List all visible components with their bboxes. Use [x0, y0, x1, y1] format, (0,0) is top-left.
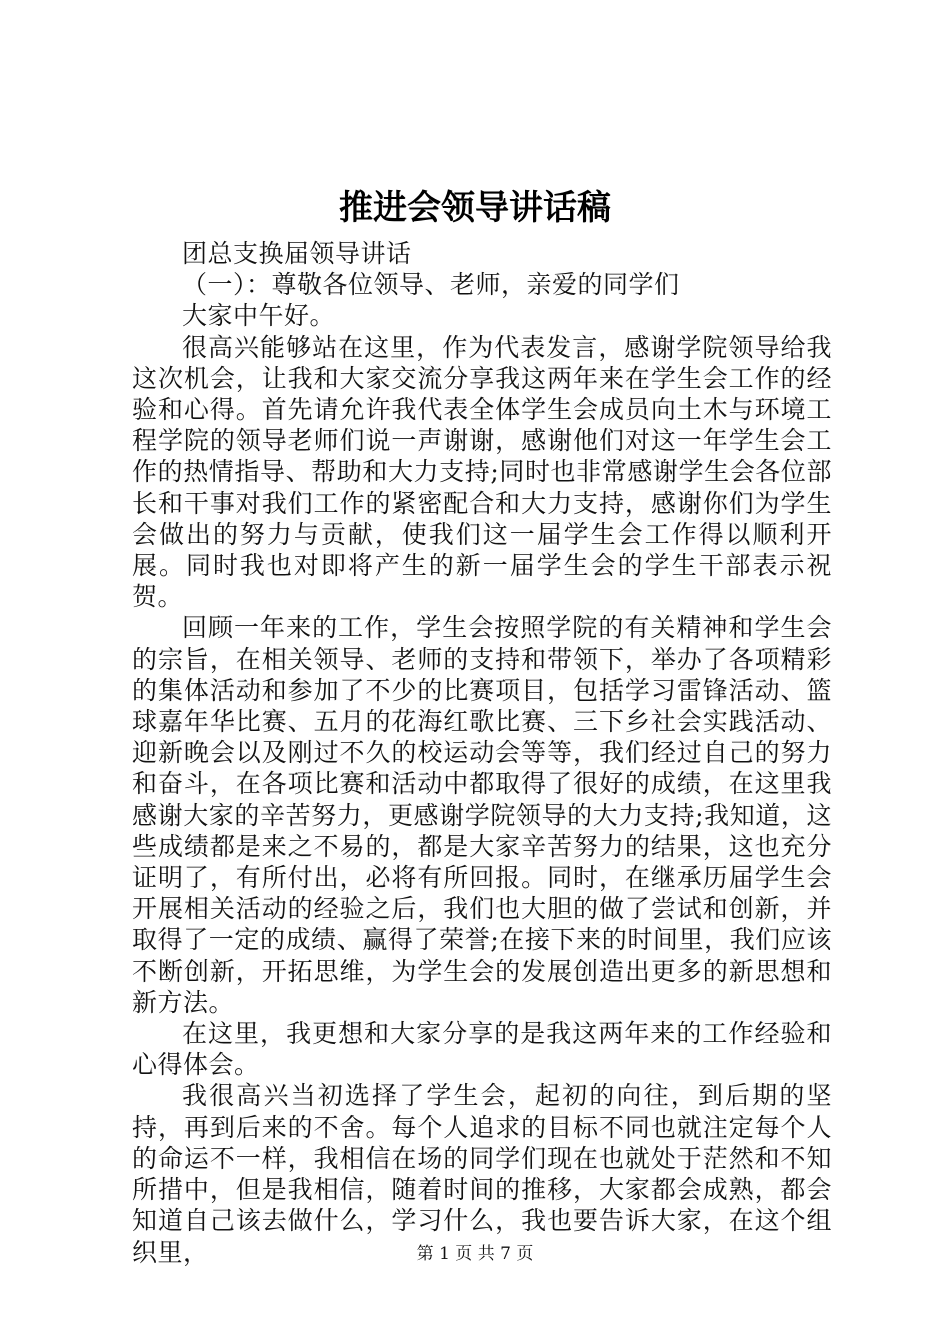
document-title: 推进会领导讲话稿 [339, 188, 611, 228]
document-body [132, 238, 832, 1268]
paragraph-greeting: 大家中午好。 [182, 301, 336, 331]
paragraph-subtitle: 团总支换届领导讲话 [182, 239, 412, 268]
paragraph: 回顾一年来的工作，学生会按照学院的有关精神和学生会的宗旨，在相关领导、老师的支持和带领下，举办了各项精彩的集体活动和参加了不少的比赛项目，包括学习雷锋活动、篮球嘉年华比赛、五月的花海红歌比赛、三下乡社会实践活动、迎新晚会以及刚过不久的校运动会等等，我们经过自己的努力和奋斗，在各项比赛和活动中都取得了很好的成绩，在这里我感谢大家的辛苦努力，更感谢学院领导的大力支持;我知道，这些成绩都是来之不易的，都是大家辛苦努力的结果，这也充分证明了，有所付出，必将有所回报。同时，在继承历届学生会开展相关活动的经验之后，我们也大胆的做了尝试和创新，并取得了一定的成绩、赢得了荣誉;在接下来的时间里，我们应该不断创新，开拓思维，为学生会的发展创造出更多的新思想和新方法。 [132, 613, 832, 1017]
paragraph: 我很高兴当初选择了学生会，起初的向往，到后期的坚持，再到后来的不舍。每个人追求的目标不同也就注定每个人的命运不一样，我相信在场的同学们现在也就处于茫然和不知所措中，但是我相信，随着时间的推移，大家都会成熟，都会知道自己该去做什么，学习什么，我也要告诉大家，在这个组织里， [132, 1081, 832, 1267]
paragraph-salutation: （一）：尊敬各位领导、老师，亲爱的同学们 [182, 270, 680, 300]
page-number-footer: 第 1 页 共 7 页 [416, 1244, 534, 1264]
paragraph: 在这里，我更想和大家分享的是我这两年来的工作经验和心得体会。 [132, 1019, 832, 1080]
paragraph: 很高兴能够站在这里，作为代表发言，感谢学院领导给我这次机会，让我和大家交流分享我这两年来在学生会工作的经验和心得。首先请允许我代表全体学生会成员向土木与环境工程学院的领导老师们说一声谢谢，感谢他们对这一年学生会工作的热情指导、帮助和大力支持;同时也非常感谢学生会各位部长和干事对我们工作的紧密配合和大力支持，感谢你们为学生会做出的努力与贡献，使我们这一届学生会工作得以顺利开展。同时我也对即将产生的新一届学生会的学生干部表示祝贺。 [132, 332, 832, 612]
